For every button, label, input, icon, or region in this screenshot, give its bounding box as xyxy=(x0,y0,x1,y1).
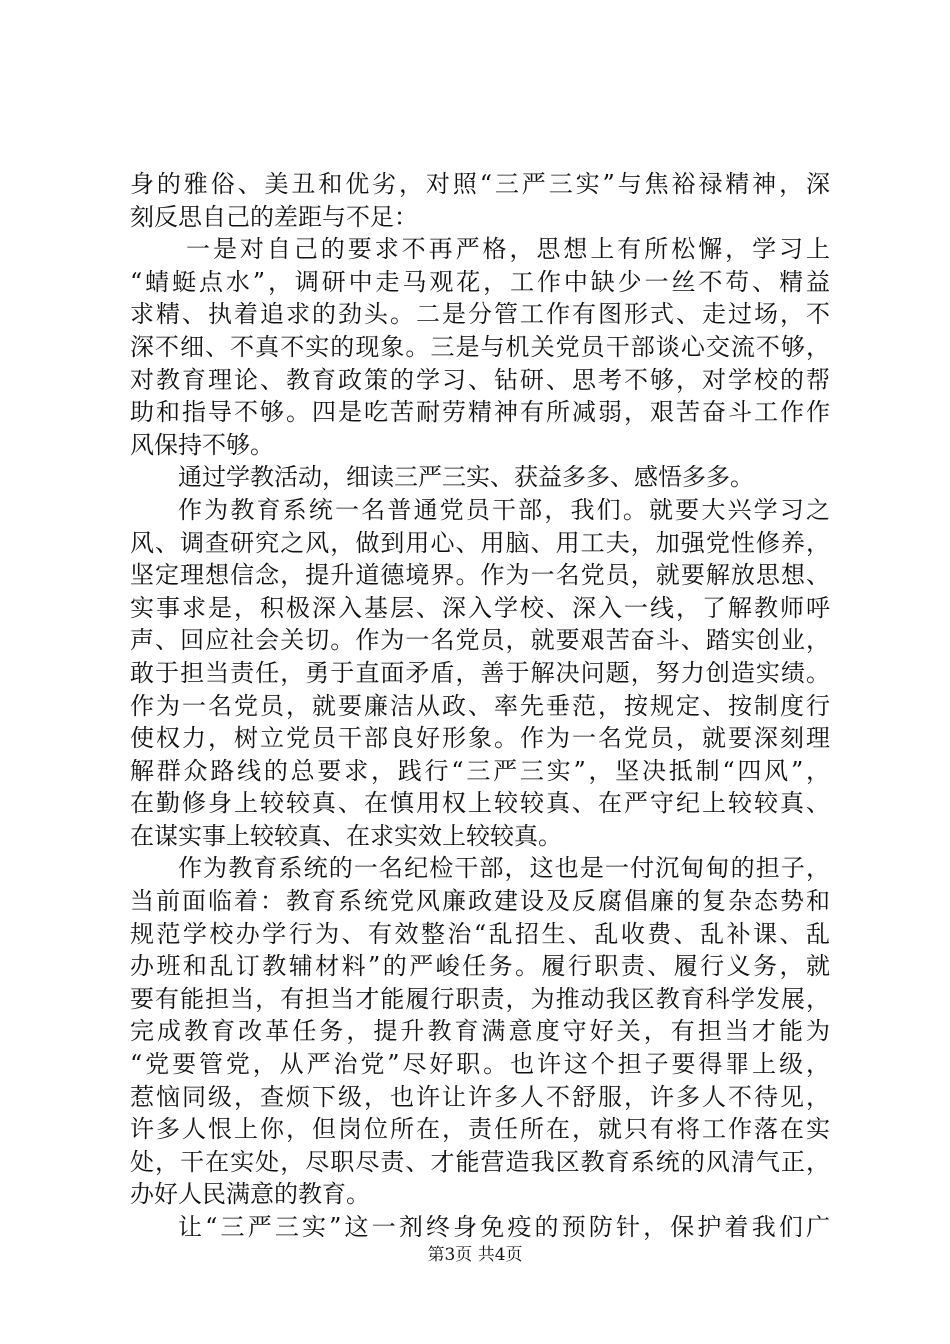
text-line: 要有能担当，有担当才能履行职责，为推动我区教育科学发展， xyxy=(130,984,830,1013)
text-line: 完成教育改革任务，提升教育满意度守好关，有担当才能为 xyxy=(130,1017,830,1046)
text-line: 办班和乱订教辅材料”的严峻任务。履行职责、履行义务，就 xyxy=(130,952,830,981)
body-text xyxy=(130,168,830,1244)
text-line: 刻反思自己的差距与不足： xyxy=(130,202,418,231)
text-line: 让“三严三实”这一剂终身免疫的预防针，保护着我们广 xyxy=(178,1213,830,1241)
text-line: 规范学校办学行为、有效整治“乱招生、乱收费、乱补课、乱 xyxy=(130,919,830,948)
text-line: 在勤修身上较较真、在慎用权上较较真、在严守纪上较较真、 xyxy=(130,789,830,818)
text-line: 处，干在实处，尽职尽责、才能营造我区教育系统的风清气正， xyxy=(130,1147,830,1176)
text-line: 风、调查研究之风，做到用心、用脑、用工夫，加强党性修养， xyxy=(130,528,830,557)
text-line: 身的雅俗、美丑和优劣，对照“三严三实”与焦裕禄精神，深 xyxy=(130,170,830,198)
text-line: 实事求是，积极深入基层、深入学校、深入一线，了解教师呼 xyxy=(130,593,830,622)
text-line: 办好人民满意的教育。 xyxy=(130,1180,370,1209)
text-line: 作为一名党员，就要廉洁从政、率先垂范，按规定、按制度行 xyxy=(130,691,830,720)
text-line: 当前面临着：教育系统党风廉政建设及反腐倡廉的复杂态势和 xyxy=(130,887,830,916)
page-number-footer: 第3页 共4页 xyxy=(427,1245,523,1265)
text-line: 敢于担当责任，勇于直面矛盾，善于解决问题，努力创造实绩。 xyxy=(130,658,830,687)
text-line: 使权力，树立党员干部良好形象。作为一名党员，就要深刻理 xyxy=(130,724,830,753)
text-line: 作为教育系统一名普通党员干部，我们。就要大兴学习之 xyxy=(178,495,830,524)
text-line: 助和指导不够。四是吃苦耐劳精神有所减弱，艰苦奋斗工作作 xyxy=(130,398,830,427)
text-line: 声、回应社会关切。作为一名党员，就要艰苦奋斗、踏实创业， xyxy=(130,626,830,655)
text-line: 对教育理论、教育政策的学习、钻研、思考不够，对学校的帮 xyxy=(130,365,830,394)
text-line: 风保持不够。 xyxy=(130,430,274,459)
text-line: 在谋实事上较较真、在求实效上较较真。 xyxy=(130,821,562,850)
text-line: “党要管党，从严治党”尽好职。也许这个担子要得罪上级， xyxy=(130,1050,830,1079)
text-line: 求精、执着追求的劲头。二是分管工作有图形式、走过场，不 xyxy=(130,300,830,329)
text-line: 深不细、不真不实的现象。三是与机关党员干部谈心交流不够， xyxy=(130,332,830,361)
text-line: 惹恼同级，查烦下级，也许让许多人不舒服，许多人不待见， xyxy=(130,1082,830,1111)
text-line: 坚定理想信念，提升道德境界。作为一名党员，就要解放思想、 xyxy=(130,561,830,590)
text-line: 作为教育系统的一名纪检干部，这也是一付沉甸甸的担子， xyxy=(178,854,830,883)
text-line: “蜻蜓点水”，调研中走马观花，工作中缺少一丝不苟、精益 xyxy=(130,267,830,296)
text-line: 解群众路线的总要求，践行“三严三实”，坚决抵制“四风”， xyxy=(130,756,830,785)
text-line: 许多人恨上你，但岗位所在，责任所在，就只有将工作落在实 xyxy=(130,1115,830,1144)
text-line: 一是对自己的要求不再严格，思想上有所松懈，学习上 xyxy=(186,235,830,264)
text-line: 通过学教活动，细读三严三实、获益多多、感悟多多。 xyxy=(178,463,754,492)
